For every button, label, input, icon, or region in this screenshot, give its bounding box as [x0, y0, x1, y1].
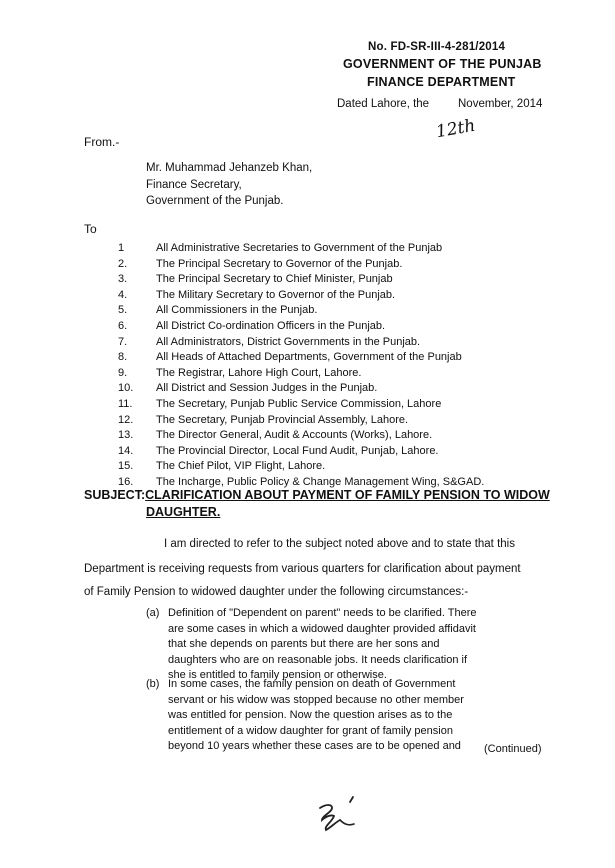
subject-text-continued: DAUGHTER.	[146, 505, 221, 519]
clause-line: daughters who are on reasonable jobs. It needs clarification if	[168, 653, 468, 666]
sender-line: Government of the Punjab.	[146, 195, 284, 207]
paragraph-line: I am directed to refer to the subject noted above and to state that this	[164, 538, 515, 550]
government-heading: GOVERNMENT OF THE PUNJAB	[343, 57, 542, 71]
recipient-list	[118, 242, 484, 492]
recipient-number: 3.	[118, 273, 128, 286]
department-heading: FINANCE DEPARTMENT	[367, 75, 516, 89]
sender-line: Finance Secretary,	[146, 178, 242, 191]
recipient-number: 16.	[118, 475, 134, 488]
recipient-item	[118, 336, 484, 352]
recipient-number: 14.	[118, 444, 134, 457]
recipient-item	[118, 398, 484, 414]
clause-line: beyond 10 years whether these cases are to be opened and	[168, 740, 461, 753]
clause-line: Definition of "Dependent on parent" needs to be clarified. There	[168, 607, 477, 619]
paragraph-line: Department is receiving requests from various quarters for clarification about payment	[84, 563, 521, 575]
recipient-item	[118, 429, 484, 445]
recipient-item	[118, 273, 484, 289]
subject-label: SUBJECT:	[84, 488, 146, 502]
recipient-text: The Military Secretary to Governor of the Punjab.	[156, 288, 396, 301]
recipient-item	[118, 351, 484, 367]
recipient-text: The Chief Pilot, VIP Flight, Lahore.	[156, 460, 326, 473]
recipient-item	[118, 382, 484, 398]
clause-line: servant or his widow was stopped because no other member	[168, 693, 464, 706]
recipient-text: The Secretary, Punjab Public Service Commission, Lahore	[156, 397, 442, 410]
paragraph-line: of Family Pension to widowed daughter under the following circumstances:-	[84, 586, 469, 598]
recipient-item	[118, 242, 484, 258]
file-number: No. FD-SR-III-4-281/2014	[368, 41, 506, 53]
from-label: From.-	[84, 135, 120, 149]
recipient-number: 6.	[118, 319, 128, 332]
recipient-number: 4.	[118, 288, 128, 301]
clause-line: was entitled for pension. Now the question arises as to the	[168, 709, 453, 722]
date-month-year: November, 2014	[458, 98, 543, 110]
recipient-item	[118, 445, 484, 461]
clause-line: she is entitled to family pension or otherwise.	[168, 669, 387, 682]
recipient-text: All Commissioners in the Punjab.	[156, 304, 318, 317]
recipient-text: All Administrative Secretaries to Government of the Punjab	[156, 242, 443, 254]
recipient-text: The Principal Secretary to Governor of the Punjab.	[156, 257, 403, 270]
subject-line	[84, 488, 550, 502]
recipient-number: 11.	[118, 397, 133, 410]
recipient-text: All Heads of Attached Departments, Government of the Punjab	[156, 351, 462, 364]
clause-label: (b)	[146, 678, 160, 690]
recipient-number: 7.	[118, 335, 128, 348]
sender-line: Mr. Muhammad Jehanzeb Khan,	[146, 162, 313, 174]
handwritten-initials	[310, 794, 370, 838]
clause-line: entitlement of a widow daughter for grant of family pension	[168, 724, 453, 737]
clause-line: In some cases, the family pension on death of Government	[168, 678, 456, 690]
recipient-number: 15.	[118, 460, 134, 473]
recipient-number: 8.	[118, 351, 128, 364]
recipient-text: All Administrators, District Governments in the Punjab.	[156, 335, 421, 348]
dated-label: Dated Lahore, the	[337, 98, 430, 110]
recipient-text: The Registrar, Lahore High Court, Lahore.	[156, 366, 362, 379]
handwritten-day: 12th	[434, 115, 477, 143]
recipient-item	[118, 460, 484, 476]
recipient-number: 12.	[118, 413, 134, 426]
clause-label: (a)	[146, 607, 160, 619]
recipient-text: The Provincial Director, Local Fund Audit, Punjab, Lahore.	[156, 444, 439, 457]
recipient-number: 2.	[118, 257, 128, 270]
recipient-text: The Secretary, Punjab Provincial Assembly, Lahore.	[156, 413, 409, 426]
recipient-number: 5.	[118, 304, 128, 317]
recipient-number: 13.	[118, 429, 134, 442]
recipient-text: All District and Session Judges in the Punjab.	[156, 382, 378, 395]
recipient-number: 10.	[118, 382, 134, 395]
recipient-item	[118, 367, 484, 383]
recipient-number: 9.	[118, 366, 128, 379]
recipient-item	[118, 304, 484, 320]
clause-line: are some cases in which a widowed daughter provided affidavit	[168, 622, 476, 635]
continued-note: (Continued)	[484, 743, 542, 755]
subject-text: CLARIFICATION ABOUT PAYMENT OF FAMILY PENSION TO WIDOW	[145, 488, 550, 502]
recipient-text: The Incharge, Public Policy & Change Management Wing, S&GAD.	[156, 475, 485, 488]
to-label: To	[84, 222, 97, 236]
recipient-number: 1	[118, 242, 125, 254]
recipient-item	[118, 414, 484, 430]
recipient-item	[118, 320, 484, 336]
sender-block	[146, 160, 312, 210]
clause-line: that she depends on parents but there are her sons and	[168, 638, 440, 651]
recipient-text: The Principal Secretary to Chief Minister, Punjab	[156, 273, 393, 286]
recipient-text: The Director General, Audit & Accounts (Works), Lahore.	[156, 429, 433, 442]
recipient-item	[118, 258, 484, 274]
recipient-item	[118, 289, 484, 305]
recipient-text: All District Co-ordination Officers in the Punjab.	[156, 319, 386, 332]
